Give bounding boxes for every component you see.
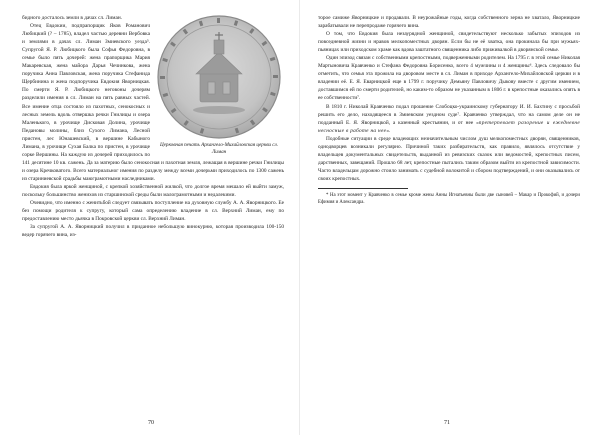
paragraph: торое самиже Яворницкие и продавали. В неурожайные годы, когда собственного зерна не хватало, Яворницкие зарабатывали не перепродаже горячего вина. [318,15,580,30]
seal-figure [154,14,284,156]
paragraph: бидного досталось земли в дачах сл. Лиман. [22,15,122,21]
paragraph [318,103,580,135]
paragraph: Очевидно, что именно с женитьбой следует связывать поступление на духовную службу А. А. Яворницкого. Ее без помощи родителя к супругу, который сама определению владение в сл. Верхний Лиман, ему по предоставлению место дьячка в Покровской церкви сл. Верхний Лиман. [22,200,284,223]
seal-caption: Церковная печать Архангело-Михайловская церкви сл. Лиман [159,142,278,155]
left-page [22,14,284,420]
footnote: * На этот момент у Кравченко в семье кроме жены Анны Игнатьевны были две сыновей – Макар и Прокофий, и дочери Ефимия и Александра. [318,192,580,205]
emphasized-quote: претерпевает разорение и ежедневне несносные в работе на нее [318,119,580,134]
page-number-left: 70 [148,420,154,426]
paragraph: Отец Евдокии, подпрапорщик Яков Романович Любицкий (? – 1785), владел частью деревни Вербовка и землями в дачах сл. Лиман Змиевского уезда⁵. Супругой Я. Р. Любицкого была Софья Федоровна, в семье было пять дочерей: жена прапорщика Мария Макаревская, жена майора Дарья Чечинкова, жена поручика Анна Павловская, жена поручика Стефанида Щербинина и жена подпоручика Евдокия Яворницкая. По смерти Я. Р. Любицкого неговоны дочерям разделили имения в сл. Лиман на пять равных частей. Все имение отца состояло из пахотных, сенокосных и лесных земель вдоль отвершка речки Гнилицы и озера Маленького, в урочище Дисковая Долина, урочище Педановы молины, близ Сухого Лимана, Лесной пристен, лес Юнашевский, в вершине Кабыного Лимана, в урочище Сухая Балка по пристен, в урочище сорке Вершины. На каждую из дочерей приходилось по 141 десятине 10 кв. сажень. Да за материю было сенокосная и пахотная земля, лежащая в вершине речки Гнилицы и озера Кречковатого. Всего материальног имения по разделу между всеми дочерьми приходилось по 1300 сажень из стариниевской срадьбы маюграмотными наследниками. [22,23,284,182]
paragraph: За супругой А. А. Яворницкий получил в приданное небольшую винокурню, которая производила 100-150 ведер горячего вина, из- [22,224,284,239]
right-page [318,14,580,420]
paragraph-text-end: ». [386,127,391,134]
footnote-rule [318,188,408,189]
paragraph: Подобные ситуации в среде владеющих незначительным числом душ мелкопоместных дворян, священников, однодворцев возникали регулярно. Причиной таких разбирательств, как правило, являлось отсутствие у владельцев документальных свидетельств, выданной из ревизских сказок или ведомостей, крепостных писем, дарственных, завещаний. Прошло 68 лет, крепостные пытались таким образом выйти из крепостной зависимости. Часто владельцам дорожно стоило занимать с судебной волокитой и сбором подтверждений, и они оказывались от своих крепостных. [318,135,580,182]
paragraph: О том, что Евдокия была незаурядной женщиной, свидетельствуют несколько забытых эпизодов из повседневной жизни и нравов мелкопоместных дворян. Если бы не её хватка, она прокинала бы при мужьях-пьяницах или приходском храме как вдова заштатного священника либо приживалкой в дворянской семье. [318,31,580,54]
paragraph: Евдокия была яркой женщиной, с крепкой хозяйственной жилкой, что долгое время мешало ей выйти замуж, поскольку большинство женихов из старшинской среды были малограмотными и недалекими. [22,183,284,199]
paragraph: Один эпизод связан с собственными крепостными, подверженными родителем. На 1795 г. в этой семье Николая Мартыновича Кравченко и Стефана Федоровна Борисенко, всего 4 мужчины и 4 женщины⁶. Здесь следовало бы отметить, что семья эта прожила на дворовом месте в сл. Лиман в приходе Архангело-Михайловской церкви и в владении её. Е. Я. Еварницкой еще в 1799 г. поручику Демьяну Павловичу Дыкову вместе с другим имением, доставшимся ей по смерти родителей, но каким-то образом не указанным в 1806 г. в крепостные оказались опять в ее собственности⁷. [318,55,580,102]
paragraph-text: В 1810 г. Николай Кравченко подал прошение Слобоцко-украинскому губернатору И. И. Бахтину с просьбой решить его дело, находящееся в Змиевском уездном суде⁷. Кравченко утверждал, что на самом деле он не подданный Е. Я. Яворницкой, а казенный крестьянин, и от нее « [318,103,580,126]
page-number-right: 71 [444,420,450,426]
church-seal-image [156,14,282,140]
gutter-shadow [299,0,300,435]
